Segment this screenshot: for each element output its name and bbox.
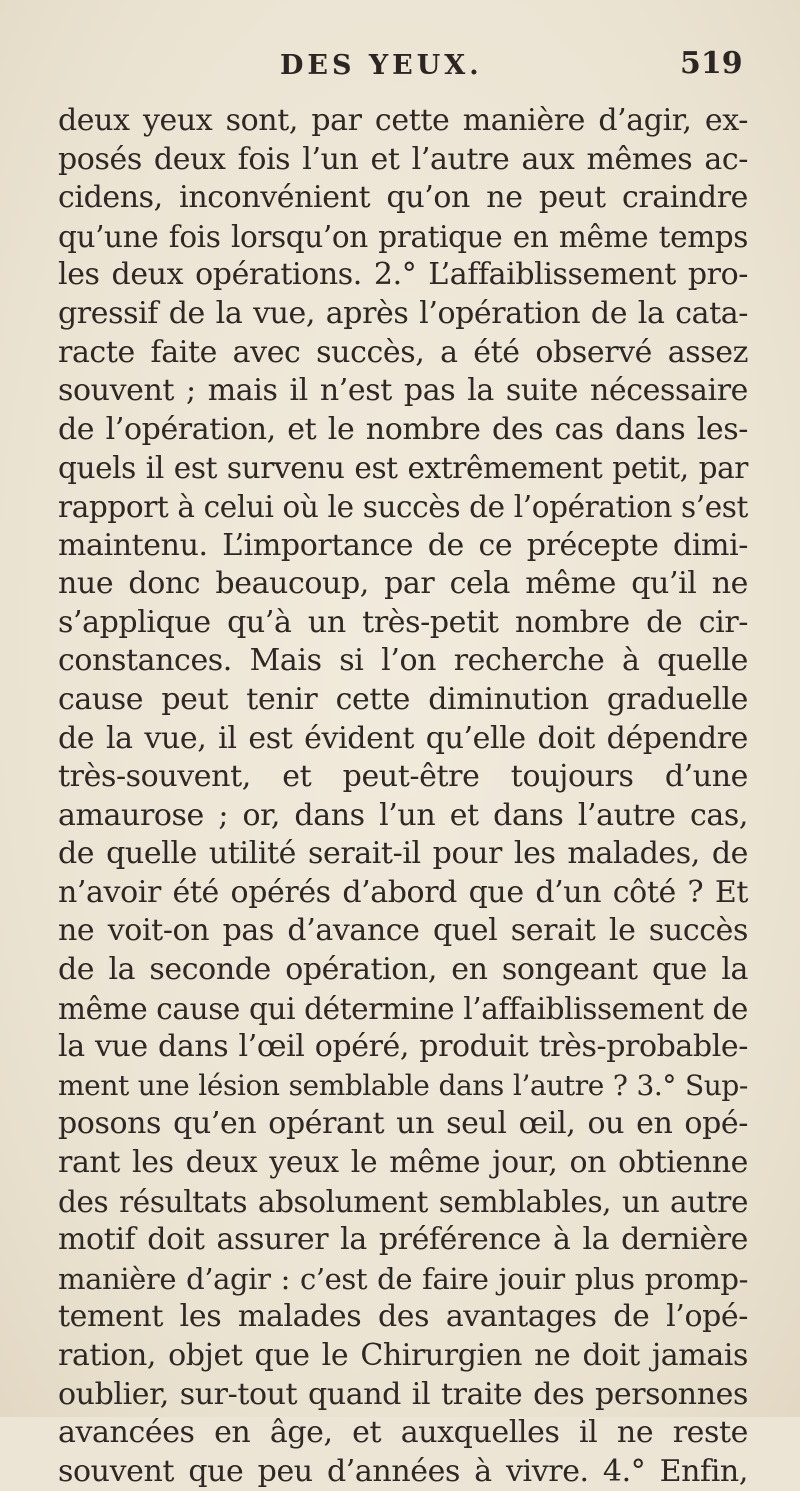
text-line: posons qu’en opérant un seul œil, ou en opé-	[58, 1106, 748, 1142]
text-line: rant les deux yeux le même jour, on obtienne	[58, 1145, 748, 1181]
text-line: de la vue, il est évident qu’elle doit dépendre	[58, 720, 748, 756]
text-line: ne voit-on pas d’avance quel serait le succès	[58, 913, 748, 949]
text-line: souvent que peu d’années à vivre. 4.° Enfin,	[58, 1453, 748, 1489]
text-line: de quelle utilité serait-il pour les malades, de	[58, 836, 748, 872]
page-header	[0, 46, 800, 90]
text-line: s’applique qu’à un très-petit nombre de cir-	[58, 604, 748, 640]
text-line: manière d’agir : c’est de faire jouir plus promp-	[58, 1261, 748, 1296]
text-line: gressif de la vue, après l’opération de la cata-	[58, 295, 748, 331]
text-line: la vue dans l’œil opéré, produit très-probable-	[58, 1029, 748, 1065]
text-line: souvent ; mais il n’est pas la suite nécessaire	[58, 373, 748, 409]
text-line: ment une lésion semblable dans l’autre ? 3.° Sup-	[58, 1068, 748, 1102]
text-line: maintenu. L’importance de ce précepte dimi-	[58, 527, 748, 563]
running-title: DES YEUX.	[280, 50, 483, 81]
text-line: les deux opérations. 2.° L’affaiblissement pro-	[58, 257, 748, 293]
text-line: constances. Mais si l’on recherche à quelle	[58, 643, 748, 679]
text-line: tement les malades des avantages de l’opé-	[58, 1299, 748, 1335]
text-line: des résultats absolument semblables, un autre	[58, 1184, 748, 1219]
text-line: de la seconde opération, en songeant que la	[58, 952, 748, 988]
text-line: oublier, sur-tout quand il traite des personnes	[58, 1376, 748, 1412]
text-line: cause peut tenir cette diminution graduelle	[58, 681, 748, 717]
text-line: rapport à celui où le succès de l’opération s’est	[58, 489, 748, 524]
text-line: de l’opération, et le nombre des cas dans les-	[58, 411, 748, 447]
text-line: deux yeux sont, par cette manière d’agir, ex-	[58, 103, 748, 138]
text-line: avancées en âge, et auxquelles il ne reste	[58, 1415, 748, 1451]
text-line: très-souvent, et peut-être toujours d’une	[58, 759, 748, 795]
text-line: ration, objet que le Chirurgien ne doit jamais	[58, 1338, 748, 1373]
text-line: posés deux fois l’un et l’autre aux mêmes ac-	[58, 141, 748, 177]
text-line: racte faite avec succès, a été observé assez	[58, 334, 748, 370]
text-line: nue donc beaucoup, par cela même qu’il ne	[58, 566, 748, 602]
text-line: quels il est survenu est extrêmement petit, par	[58, 451, 748, 486]
body-text	[58, 102, 748, 1491]
text-line: qu’une fois lorsqu’on pratique en même temps	[58, 219, 748, 254]
text-line: n’avoir été opérés d’abord que d’un côté ? Et	[58, 874, 748, 910]
text-line: cidens, inconvénient qu’on ne peut craindre	[58, 180, 748, 216]
text-line: même cause qui détermine l’affaiblissement de	[58, 991, 748, 1026]
page-number: 519	[680, 46, 743, 81]
text-line: motif doit assurer la préférence à la dernière	[58, 1222, 748, 1258]
text-line: amaurose ; or, dans l’un et dans l’autre cas,	[58, 797, 748, 833]
